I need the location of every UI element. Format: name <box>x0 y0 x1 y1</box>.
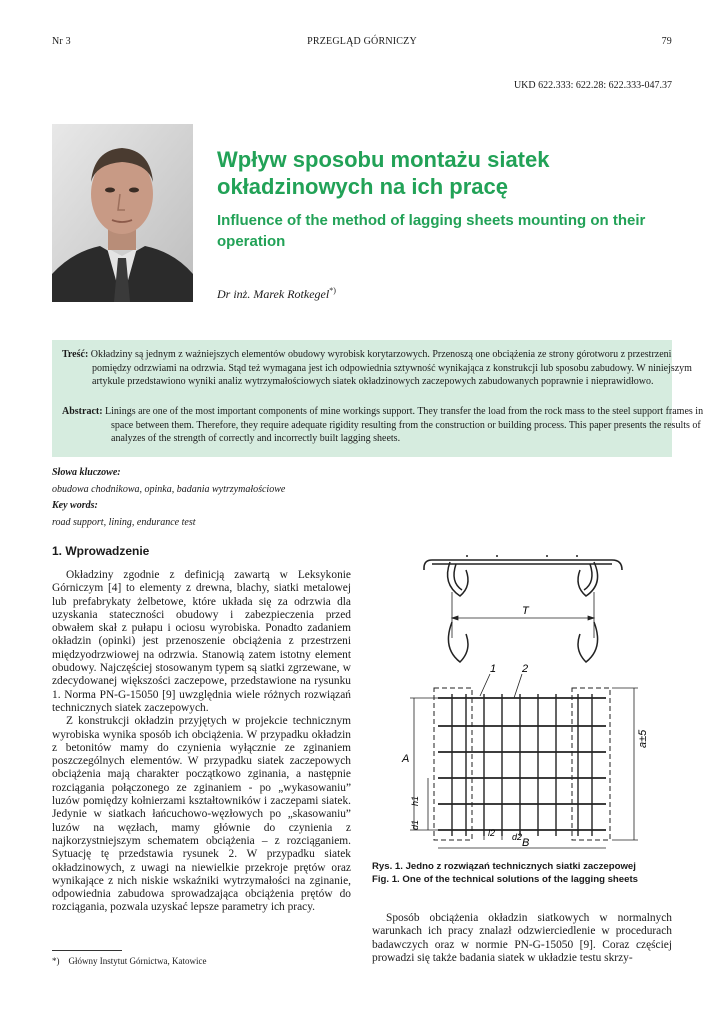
label-a5: a±5 <box>637 729 649 748</box>
body-right-column <box>372 912 672 965</box>
paragraph: Sposób obciążenia okładzin siatkowych w normalnych warunkach ich pracy znalazł odzwierciedlenie w procedurach badawczych oraz w normie PN-G-15050 [9]. Coraz częściej prowadzi się także badania siatek w układzie testu skrzy- <box>372 912 672 964</box>
mesh-longitudinal <box>438 698 606 830</box>
leaders-1-2 <box>480 674 522 698</box>
author-photo <box>52 124 193 302</box>
label-T: T <box>522 605 529 617</box>
label-B: B <box>522 837 530 849</box>
paragraph: Z konstrukcji okładzin przyjętych w projekcie technicznym wyrobiska wynika sposób ich obciążenia. W przypadku okładzin z betonitów mamy do czynienia wyłącznie ze zginaniem poszczególnych elementów. W przypadku siatek zaczepowych obciążenia mają charakter początkowo zginania, a następnie rozciągania połączonego ze zginaniem - po „wykasowaniu” luzów pomiędzy kołnierzami kształtowników i zaczepami siatek. Jedynie w siatkach łańcuchowo-węzłowych po „skasowaniu” luzów na węzłach, mamy głównie do czynienia z najkorzystniejszym schematem obciążenia – z rozciąganiem. Sytuację tę przedstawia rysunek 2. W przypadku siatek okładzinowych, z uwagi na niewielkie przekroje prętów oraz wynikające z nich niskie wskaźniki wytrzymałości na zginanie, odpowiednia zabudowa sprowadzająca obciążenia prętów do rozciągania, pozwala uzyskać lepsze parametry ich pracy. <box>52 715 351 914</box>
journal-name: PRZEGLĄD GÓRNICZY <box>307 36 417 47</box>
author-name: Dr inż. Marek Rotkegel*) <box>217 286 336 301</box>
label-d2: d2 <box>512 832 523 842</box>
figure-lagging-sheet-drawing <box>372 548 672 856</box>
issue-number: Nr 3 <box>52 36 71 47</box>
caption-en: Fig. 1. One of the technical solutions of the lagging sheets <box>372 874 638 885</box>
keywords-en: road support, lining, endurance test <box>52 517 196 528</box>
footnote-rule <box>52 950 122 951</box>
page-number: 79 <box>661 36 672 47</box>
mesh-transverse <box>452 694 592 836</box>
udk-code: UKD 622.333: 622.28: 622.333-047.37 <box>513 80 672 91</box>
hooks-upper <box>448 562 598 596</box>
body-left-column <box>52 569 351 915</box>
figure-caption <box>372 860 672 886</box>
label-h1: h1 <box>410 795 420 806</box>
abstract-pl <box>62 348 697 389</box>
author-footnote-mark: *) <box>329 286 336 295</box>
keywords-pl-label: Słowa kluczowe: <box>52 467 121 478</box>
abstract-en-label: Abstract: <box>62 406 103 417</box>
top-rail <box>424 560 622 570</box>
label-l2: l2 <box>488 828 496 838</box>
section-heading: 1. Wprowadzenie <box>52 544 150 558</box>
article-subtitle: Influence of the method of lagging sheets mounting on their operation <box>217 212 646 250</box>
label-A: A <box>402 753 410 765</box>
paragraph: Okładziny zgodnie z definicją zawartą w Leksykonie Górniczym [4] to elementy z drewna, blachy, siatki metalowej lub prefabrykaty żelbetowe, które układa się za odrzwia dla uzyskania stateczności obudowy i zabezpieczenia przed obwałem skał z pułapu i ociosu wyrobiska. Ponadto zadaniem okładzin (opinki) jest przenoszenie obciążenia z przestrzeni międzyodrzwiowej na odrzwia. Stanowią zatem istotny element obudowy. Najczęściej stosowanym typem są siatki zgrzewane, w zdecydowanej większości zaczepowe, przedstawione na rysunku 1. Norma PN-G-15050 [9] uwzględnia wiele różnych rozwiązań technicznych siatek zaczepowych. <box>52 569 351 714</box>
abstract-pl-text: Okładziny są jednym z ważniejszych elementów obudowy wyrobisk korytarzowych. Przenoszą one obciążenia ze strony górotworu z przestrzeni pomiędzy odrzwiami na odrzwia. Stąd też wymagana jest ich odpowiednia sztywność wynikająca z konstrukcji lub sposobu zabudowy. W niniejszym artykule przedstawiono wyniki analiz wytrzymałościowych siatek okładzinowych zaczepowych zabudowanych poprawnie i nieprawidłowo. <box>90 349 692 387</box>
caption-pl: Rys. 1. Jedno z rozwiązań technicznych siatki zaczepowej <box>372 861 636 872</box>
dimension-lines <box>410 688 638 848</box>
label-2: 2 <box>522 663 529 675</box>
abstract-pl-label: Treść: <box>62 349 89 360</box>
label-1: 1 <box>490 663 497 675</box>
keywords-en-label: Key words: <box>52 500 98 511</box>
article-title: Wpływ sposobu montażu siatek okładzinowych na ich pracę <box>217 147 550 199</box>
abstract-en-text: Linings are one of the most important components of mine workings support. They transfer the load from the rock mass to the steel support frames in space between them. Therefore, they require adequate rigidity resulting from the construction or building process. This paper presents the results of analyzes of the strength of correctly and incorrectly built lagging sheets. <box>105 406 704 444</box>
keywords-pl: obudowa chodnikowa, opinka, badania wytrzymałościowe <box>52 484 286 495</box>
footnote: *) Główny Instytut Górnictwa, Katowice <box>52 956 207 966</box>
label-d1: d1 <box>410 819 420 830</box>
abstract-en <box>62 405 716 446</box>
hooks-lower <box>448 622 597 662</box>
flanges <box>434 688 610 840</box>
